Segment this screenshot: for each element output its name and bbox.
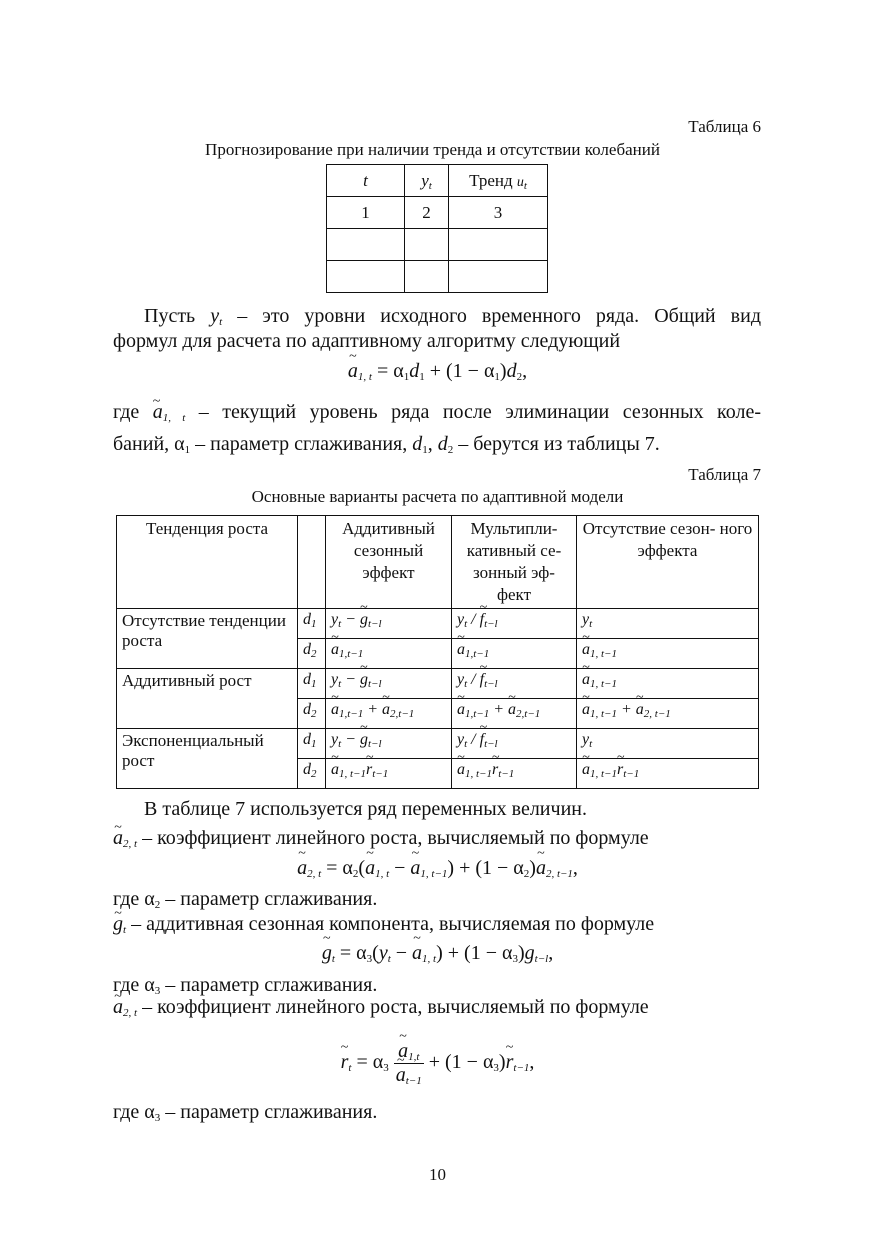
formula-r: ~ $r_t = \alpha_3$ ~ $a_{1,t}$ ~ $a_{t-1}$ + $(1 - \alpha_3)\sim$ $r_{t-1}$,: [0, 1040, 875, 1087]
formula-a1: ~ $a_{1, t} = \alpha_1d_1 + (1 - \alpha_1)d_2$,: [0, 360, 875, 383]
table7-cell: ~ $a_{1,t-1}$ + ~ $a_{2,t-1}$: [452, 699, 577, 729]
table7-cell: $d_1$: [298, 729, 326, 759]
formula-a2: ~ $a_{2, t}$ = $\alpha_2(\sim$ $a_{1, t}$ − ~ $a_{1, t-1}) + (1$ − $\alpha_2)\sim$ $a_{2, t-1}$,: [0, 857, 875, 880]
table6-cell: 1: [327, 197, 405, 229]
table7-header: Мультипли- кативный се- зонный эф- фект: [452, 516, 577, 609]
table7: [116, 515, 759, 789]
table7-cell: $y_t$ / ~ $f_{t-l}$: [452, 669, 577, 699]
table7-row-label: Аддитивный рост: [117, 669, 298, 729]
para2-intro: В таблице 7 используется ряд переменных величин.: [144, 798, 587, 820]
table7-cell: ~ $a_{1,t-1}$: [452, 639, 577, 669]
table6-header-trend: Тренд $u_t$: [449, 165, 548, 197]
alpha3-note: где $\alpha_3$ – параметр сглаживания.: [113, 974, 378, 997]
table7-cell: $y_t$ / ~ $f_{t-l}$: [452, 729, 577, 759]
table7-cell: ~ $a_{1, t-1}\sim$ $r_{t-1}$: [577, 759, 759, 789]
table7-cell: $y_t$ − ~ $g_{t-l}$: [326, 669, 452, 699]
table6-cell: [327, 261, 405, 293]
table7-cell: ~ $a_{1, t-1}$: [577, 669, 759, 699]
table6-header-t: t: [327, 165, 405, 197]
table7-cell: $y_t$ / ~ $f_{t-l}$: [452, 609, 577, 639]
table7-cell: $y_t$: [577, 729, 759, 759]
g-desc: ~ $g_t$ – аддитивная сезонная компонента, вычисляемая по формуле: [113, 910, 654, 939]
table6-cell: 3: [449, 197, 548, 229]
table6-cell: [327, 229, 405, 261]
table7-cell: ~ $a_{1, t-1}$ + ~ $a_{2, t-1}$: [577, 699, 759, 729]
table6-cell: 2: [405, 197, 449, 229]
table6-cell: [449, 229, 548, 261]
para1-line4: баний, $\alpha_1$ – параметр сглаживания, $d_1$, $d_2$ – берутся из таблицы 7.: [113, 433, 660, 456]
table7-cell: $d_2$: [298, 639, 326, 669]
formula-g: ~ $g_t = \alpha_3(y_t$ − ~ $a_{1, t}) + (1 - \alpha_3)g_{t-l}$,: [0, 942, 875, 965]
table7-cell: $d_2$: [298, 759, 326, 789]
table7-header: Аддитивный сезонный эффект: [326, 516, 452, 609]
alpha2-note: где $\alpha_2$ – параметр сглаживания.: [113, 888, 378, 911]
table6: [326, 164, 548, 293]
table7-cell: ~ $a_{1,t-1}$: [326, 639, 452, 669]
table6-label: Таблица 6: [688, 117, 761, 136]
table7-cell: ~ $a_{1, t-1}$: [577, 639, 759, 669]
table7-label: Таблица 7: [688, 465, 761, 484]
para1-line2: формул для расчета по адаптивному алгоритму следующий: [113, 330, 621, 352]
table6-cell: [405, 229, 449, 261]
table7-row-label: Отсутствие тенденции роста: [117, 609, 298, 669]
table6-header-y: $y_t$: [405, 165, 449, 197]
table7-cell: $y_t$: [577, 609, 759, 639]
para1-line1: Пусть $y_t$ – это уровни исходного временного ряда. Общий вид: [144, 305, 761, 328]
table7-header: [298, 516, 326, 609]
table7-row-label: Экспоненциальный рост: [117, 729, 298, 789]
table7-cell: $d_2$: [298, 699, 326, 729]
alpha3-note-2: где $\alpha_3$ – параметр сглаживания.: [113, 1101, 378, 1124]
table7-cell: ~ $a_{1,t-1}$ + ~ $a_{2,t-1}$: [326, 699, 452, 729]
page-number: 10: [429, 1165, 446, 1184]
table7-cell: $y_t$ − ~ $g_{t-l}$: [326, 609, 452, 639]
table7-title: Основные варианты расчета по адаптивной модели: [251, 487, 624, 506]
table6-cell: [449, 261, 548, 293]
table7-cell: ~ $a_{1, t-1}\sim$ $r_{t-1}$: [452, 759, 577, 789]
table7-cell: ~ $a_{1, t-1}\sim$ $r_{t-1}$: [326, 759, 452, 789]
table6-title: Прогнозирование при наличии тренда и отсутствии колебаний: [205, 140, 660, 159]
r-desc: ~ $a_{2, t}$ – коэффициент линейного роста, вычисляемый по формуле: [113, 993, 649, 1022]
table6-cell: [405, 261, 449, 293]
table7-header: Отсутствие сезон- ного эффекта: [577, 516, 759, 609]
para1-line3: где ~ $a_{1, t}$ – текущий уровень ряда после элиминации сезонных коле-: [113, 398, 761, 427]
a2-desc: ~ $a_{2, t}$ – коэффициент линейного роста, вычисляемый по формуле: [113, 824, 649, 853]
table7-cell: $d_1$: [298, 609, 326, 639]
table7-header: Тенденция роста: [117, 516, 298, 609]
table7-cell: $y_t$ − ~ $g_{t-l}$: [326, 729, 452, 759]
table7-cell: $d_1$: [298, 669, 326, 699]
